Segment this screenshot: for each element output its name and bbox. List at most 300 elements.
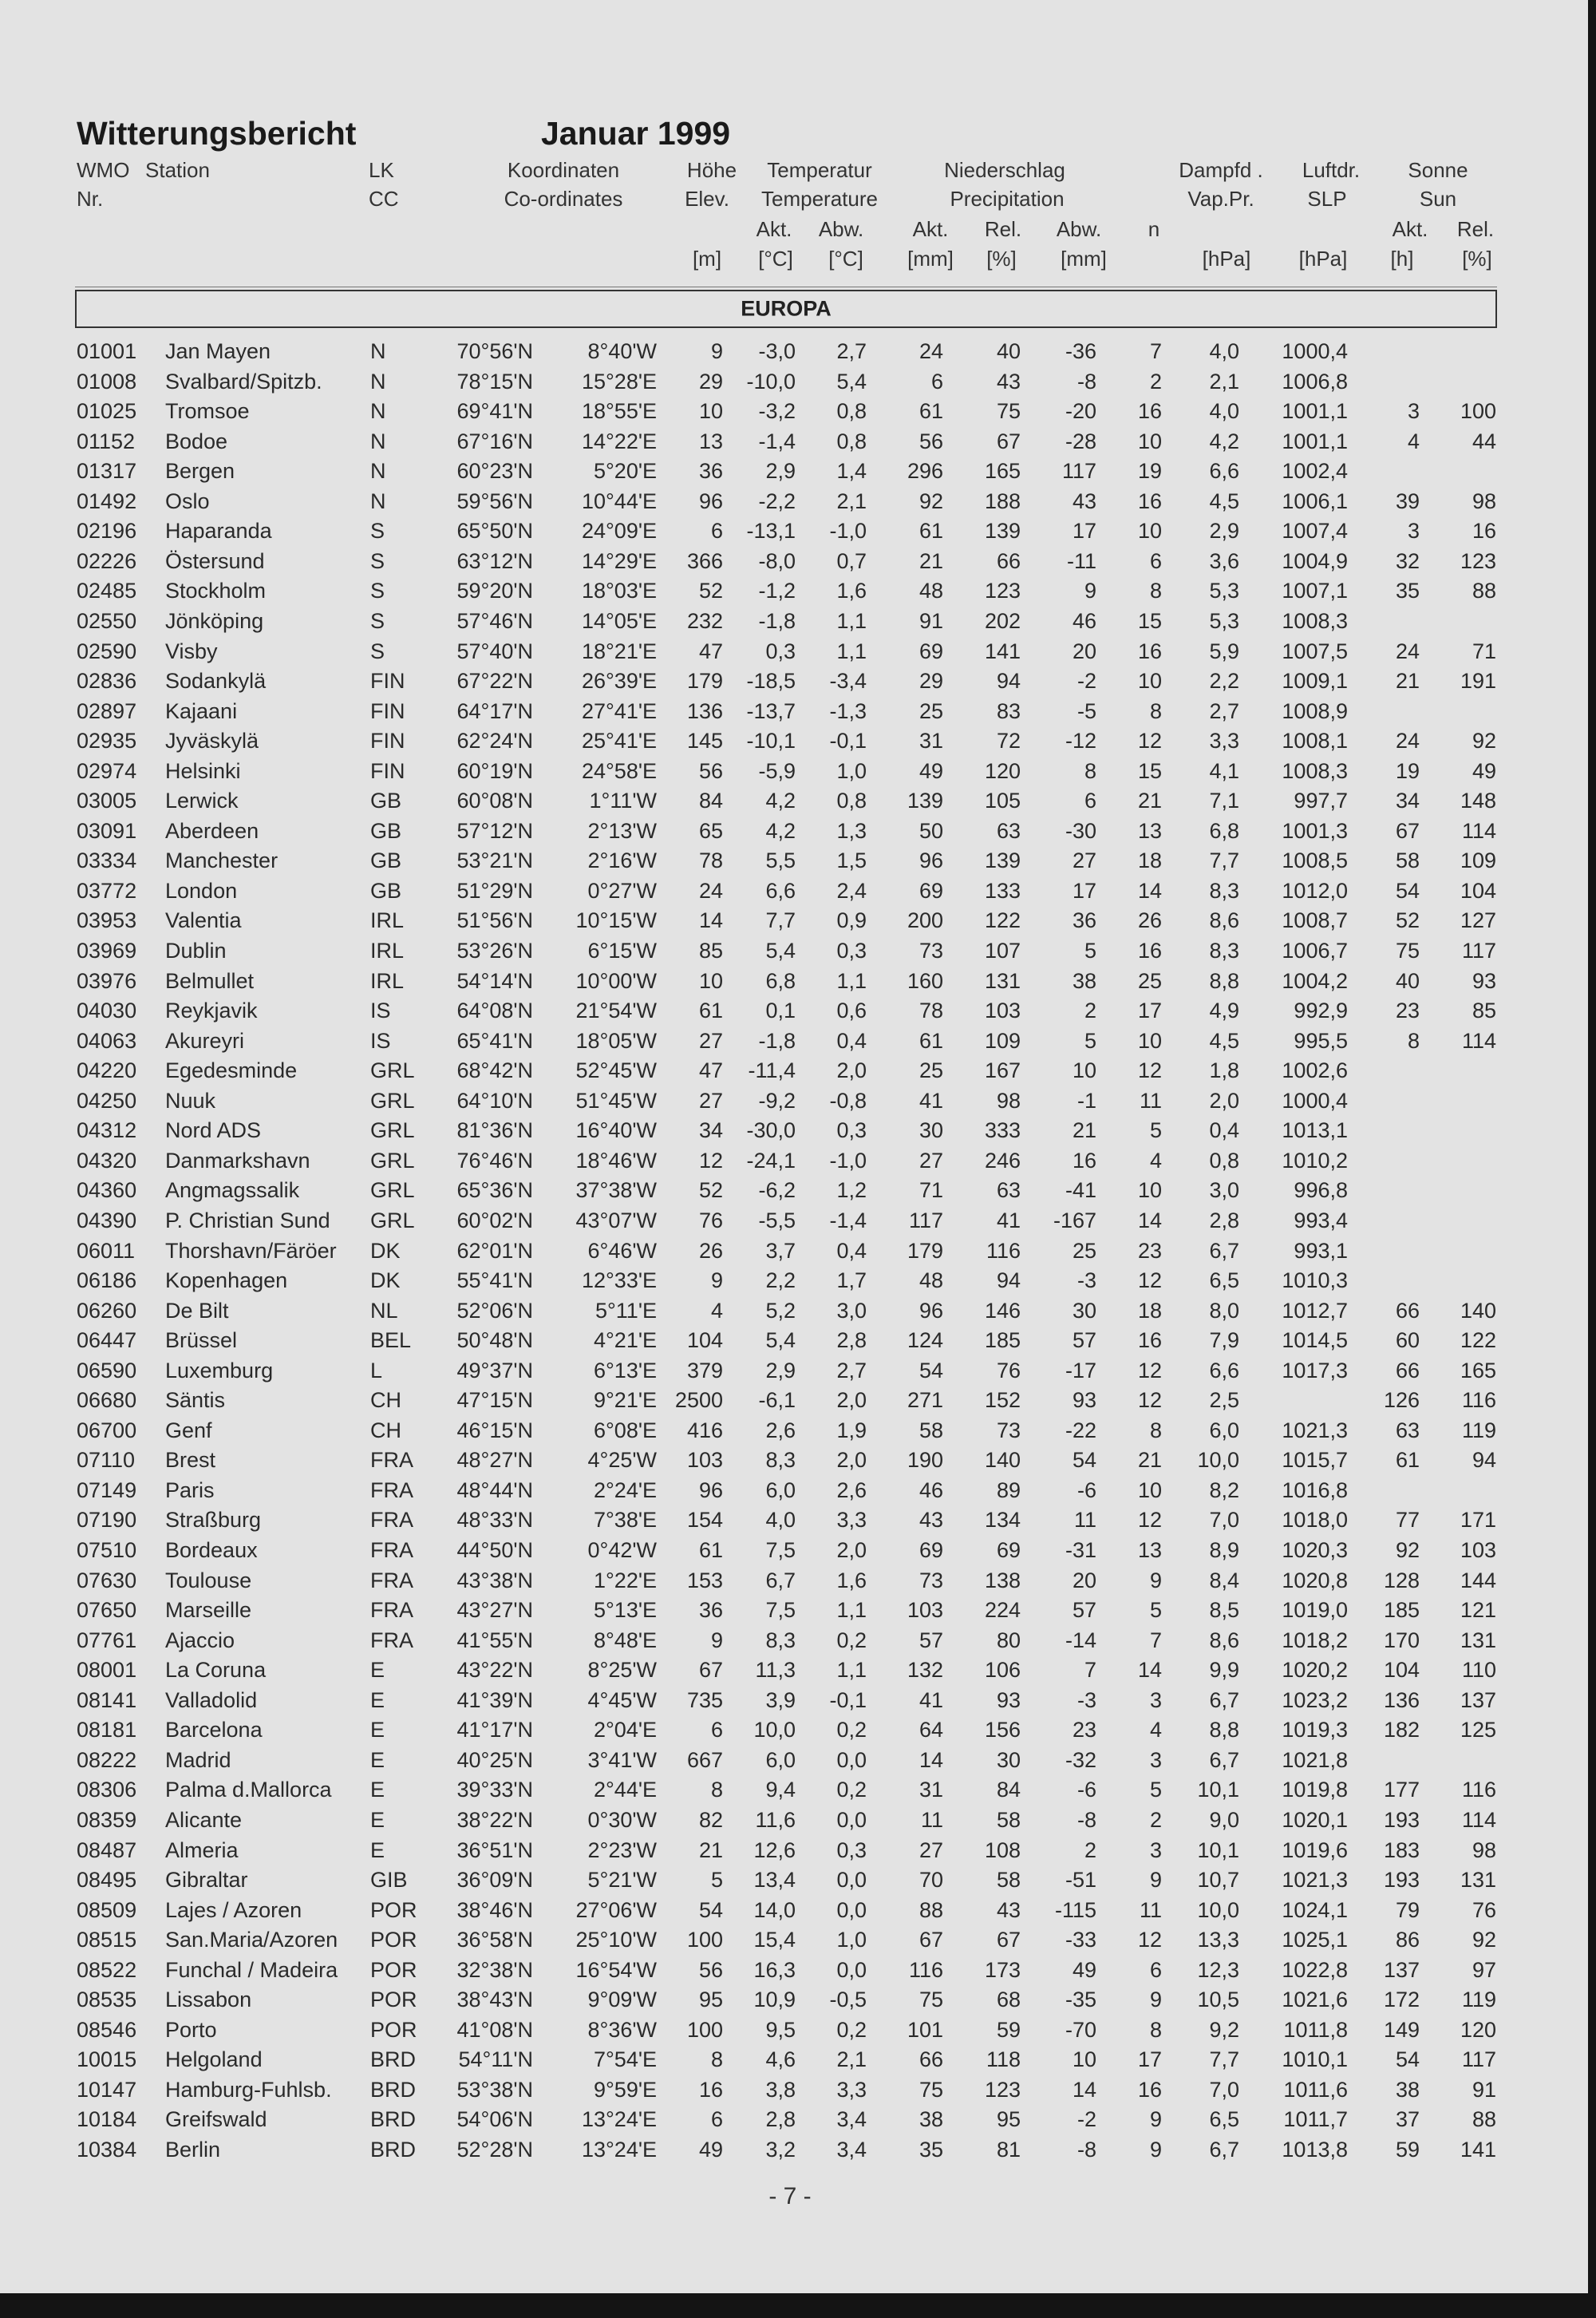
sea-level-pressure: 997,7 [1294, 789, 1348, 813]
header-co-ordinates: Co-ordinates [504, 187, 623, 211]
wmo-number: 08535 [77, 1988, 137, 2012]
table-row [0, 789, 1588, 817]
temp-abw: 0,0 [836, 1897, 867, 1922]
latitude: 38°43'N [456, 1988, 533, 2012]
elevation: 36 [698, 1598, 723, 1623]
station-name: Jyväskylä [165, 729, 259, 754]
elevation: 52 [698, 579, 723, 603]
wmo-number: 10184 [77, 2107, 137, 2132]
longitude: 1°22'E [593, 1568, 657, 1592]
prec-akt: 46 [918, 1477, 943, 1502]
sun-rel: 117 [1461, 939, 1496, 963]
sun-rel: 114 [1461, 818, 1496, 843]
wmo-number: 02196 [77, 519, 137, 544]
prec-akt: 96 [918, 1298, 943, 1323]
latitude: 52°28'N [456, 2138, 533, 2162]
longitude: 5°11'E [595, 1298, 657, 1323]
prec-days: 6 [1149, 1957, 1162, 1982]
prec-rel: 30 [996, 1747, 1021, 1772]
header-prec-abw: Abw. [1056, 217, 1102, 241]
station-name: Manchester [165, 848, 279, 873]
sun-rel: 131 [1460, 1868, 1496, 1893]
sea-level-pressure: 1010,3 [1282, 1268, 1348, 1293]
sea-level-pressure: 1020,2 [1282, 1658, 1348, 1683]
longitude: 18°55'E [581, 399, 657, 424]
prec-akt: 179 [907, 1238, 943, 1263]
station-name: De Bilt [165, 1298, 229, 1323]
prec-days: 7 [1149, 1628, 1162, 1652]
sun-rel: 116 [1461, 1388, 1496, 1413]
prec-akt: 11 [920, 1807, 943, 1832]
sea-level-pressure: 1008,3 [1282, 608, 1348, 633]
station-name: Lerwick [165, 789, 239, 813]
prec-abw: -6 [1077, 1477, 1096, 1502]
wmo-number: 01317 [77, 459, 137, 484]
elevation: 379 [686, 1358, 723, 1382]
temp-akt: 5,5 [765, 848, 796, 873]
vapour-pressure: 2,0 [1209, 1088, 1239, 1113]
latitude: 43°22'N [456, 1658, 533, 1683]
temp-abw: -1,0 [829, 1148, 867, 1173]
latitude: 41°55'N [456, 1628, 533, 1652]
temp-akt: 3,9 [765, 1687, 796, 1712]
latitude: 51°56'N [456, 908, 533, 933]
prec-abw: 93 [1072, 1388, 1096, 1413]
sun-rel: 114 [1461, 1028, 1496, 1053]
longitude: 0°30'W [587, 1807, 657, 1832]
sea-level-pressure: 1019,6 [1282, 1837, 1348, 1862]
temp-abw: 0,3 [836, 1837, 867, 1862]
header-wmo: WMO [77, 158, 130, 182]
temp-akt: 2,2 [765, 1268, 796, 1293]
header-sun-akt: Akt. [1392, 217, 1428, 241]
elevation: 13 [698, 429, 723, 453]
station-name: Tromsoe [165, 399, 250, 424]
temp-abw: 3,0 [836, 1298, 867, 1323]
temp-akt: -18,5 [746, 669, 796, 694]
latitude: 46°15'N [456, 1418, 533, 1442]
temp-akt: 3,2 [765, 2138, 796, 2162]
sea-level-pressure: 1008,7 [1282, 908, 1348, 933]
country-code: GB [370, 878, 402, 903]
sea-level-pressure: 1011,7 [1283, 2107, 1348, 2132]
sea-level-pressure: 1025,1 [1282, 1928, 1348, 1952]
temp-abw: 0,2 [836, 1718, 867, 1742]
sun-rel: 44 [1472, 429, 1496, 453]
prec-rel: 83 [996, 698, 1021, 723]
sea-level-pressure: 1006,1 [1282, 489, 1348, 513]
country-code: E [370, 1807, 385, 1832]
header-lk: LK [369, 158, 394, 182]
vapour-pressure: 9,0 [1209, 1807, 1239, 1832]
temp-akt: -6,1 [758, 1388, 796, 1413]
country-code: E [370, 1778, 385, 1802]
longitude: 26°39'E [581, 669, 657, 694]
temp-abw: 1,1 [836, 1658, 867, 1683]
prec-abw: 10 [1072, 2047, 1096, 2072]
elevation: 12 [698, 1148, 723, 1173]
sun-akt: 60 [1395, 1328, 1420, 1353]
prec-rel: 123 [984, 2077, 1021, 2102]
prec-akt: 69 [918, 1538, 943, 1562]
latitude: 64°10'N [456, 1088, 533, 1113]
table-row [0, 549, 1588, 578]
table-row [0, 1688, 1588, 1717]
sun-rel: 98 [1472, 489, 1496, 513]
country-code: CH [370, 1418, 401, 1442]
temp-abw: 3,3 [836, 1508, 867, 1533]
prec-rel: 68 [996, 1988, 1021, 2012]
prec-abw: -115 [1054, 1897, 1096, 1922]
latitude: 54°06'N [456, 2107, 533, 2132]
sea-level-pressure: 1019,0 [1282, 1598, 1348, 1623]
station-name: Genf [165, 1418, 212, 1442]
prec-rel: 95 [996, 2107, 1021, 2132]
table-row [0, 1778, 1588, 1806]
temp-abw: 2,0 [836, 1538, 867, 1562]
prec-akt: 31 [918, 729, 943, 754]
prec-rel: 123 [984, 579, 1021, 603]
prec-akt: 29 [918, 669, 943, 694]
prec-akt: 48 [918, 1268, 943, 1293]
sun-rel: 121 [1460, 1598, 1496, 1623]
temp-abw: 0,0 [836, 1747, 867, 1772]
station-name: Akureyri [165, 1028, 245, 1053]
prec-days: 10 [1137, 1028, 1162, 1053]
sun-rel: 141 [1460, 2138, 1496, 2162]
temp-akt: -1,8 [758, 1028, 796, 1053]
latitude: 48°44'N [456, 1477, 533, 1502]
sun-rel: 144 [1460, 1568, 1496, 1592]
prec-rel: 94 [996, 669, 1021, 694]
latitude: 64°17'N [456, 698, 533, 723]
prec-abw: 20 [1072, 639, 1096, 663]
country-code: POR [370, 1928, 417, 1952]
prec-rel: 146 [984, 1298, 1021, 1323]
vapour-pressure: 6,8 [1209, 818, 1239, 843]
latitude: 60°08'N [456, 789, 533, 813]
longitude: 25°41'E [581, 729, 657, 754]
vapour-pressure: 7,0 [1209, 1508, 1239, 1533]
table-row [0, 1149, 1588, 1177]
temp-akt: 14,0 [753, 1897, 796, 1922]
temp-abw: 1,3 [836, 818, 867, 843]
latitude: 53°26'N [456, 939, 533, 963]
sun-akt: 24 [1395, 639, 1420, 663]
latitude: 39°33'N [456, 1778, 533, 1802]
prec-days: 26 [1137, 908, 1162, 933]
sun-rel: 76 [1472, 1897, 1496, 1922]
elevation: 47 [698, 639, 723, 663]
elevation: 667 [686, 1747, 723, 1772]
temp-akt: 5,2 [765, 1298, 796, 1323]
prec-akt: 25 [918, 1058, 943, 1083]
wmo-number: 06680 [77, 1388, 137, 1413]
station-name: Kajaani [165, 698, 238, 723]
sun-rel: 191 [1460, 669, 1496, 694]
vapour-pressure: 1,8 [1209, 1058, 1239, 1083]
sun-akt: 182 [1383, 1718, 1420, 1742]
country-code: BRD [370, 2077, 417, 2102]
unit-mm-abw: [mm] [1061, 247, 1107, 271]
header-dampfdruck: Dampfd . [1179, 158, 1263, 182]
sea-level-pressure: 1001,1 [1282, 429, 1348, 453]
station-name: Danmarkshavn [165, 1148, 310, 1173]
longitude: 16°54'W [575, 1957, 657, 1982]
longitude: 6°08'E [593, 1418, 657, 1442]
prec-akt: 14 [918, 1747, 943, 1772]
temp-akt: 7,5 [765, 1598, 796, 1623]
temp-akt: 0,1 [765, 999, 796, 1023]
temp-akt: -3,0 [758, 339, 796, 363]
wmo-number: 07761 [77, 1628, 137, 1652]
prec-abw: 54 [1072, 1448, 1096, 1473]
sun-akt: 35 [1395, 579, 1420, 603]
elevation: 9 [710, 339, 723, 363]
country-code: DK [370, 1268, 401, 1293]
prec-rel: 106 [984, 1658, 1021, 1683]
vapour-pressure: 2,5 [1209, 1388, 1239, 1413]
sun-akt: 86 [1395, 1928, 1420, 1952]
sun-rel: 137 [1460, 1687, 1496, 1712]
prec-rel: 138 [984, 1568, 1021, 1592]
prec-days: 2 [1149, 1807, 1162, 1832]
wmo-number: 03976 [77, 968, 137, 993]
sun-akt: 8 [1407, 1028, 1420, 1053]
sun-akt: 75 [1395, 939, 1420, 963]
wmo-number: 04250 [77, 1088, 137, 1113]
prec-rel: 107 [984, 939, 1021, 963]
prec-days: 5 [1149, 1598, 1162, 1623]
temp-abw: 0,2 [836, 2017, 867, 2042]
country-code: S [370, 608, 385, 633]
prec-abw: -36 [1065, 339, 1096, 363]
latitude: 59°20'N [456, 579, 533, 603]
station-name: Toulouse [165, 1568, 252, 1592]
header-nr: Nr. [77, 187, 104, 211]
latitude: 41°17'N [456, 1718, 533, 1742]
station-name: Nuuk [165, 1088, 216, 1113]
prec-akt: 116 [908, 1957, 943, 1982]
prec-abw: 11 [1073, 1508, 1096, 1533]
station-name: Helsinki [165, 758, 241, 783]
prec-akt: 27 [918, 1837, 943, 1862]
country-code: IRL [370, 908, 405, 933]
latitude: 76°46'N [456, 1148, 533, 1173]
temp-akt: 6,8 [765, 968, 796, 993]
prec-days: 10 [1137, 429, 1162, 453]
sea-level-pressure: 1009,1 [1282, 669, 1348, 694]
prec-rel: 120 [984, 758, 1021, 783]
sun-rel: 49 [1472, 758, 1496, 783]
header-prec-rel: Rel. [984, 217, 1022, 241]
prec-akt: 92 [918, 489, 943, 513]
prec-abw: -32 [1065, 1747, 1096, 1772]
temp-akt: -5,5 [758, 1208, 796, 1232]
prec-akt: 31 [918, 1778, 943, 1802]
table-row [0, 848, 1588, 877]
wmo-number: 04360 [77, 1178, 137, 1203]
sun-akt: 126 [1383, 1388, 1420, 1413]
prec-abw: 10 [1072, 1058, 1096, 1083]
prec-rel: 63 [996, 1178, 1021, 1203]
prec-days: 18 [1137, 848, 1162, 873]
vapour-pressure: 3,3 [1209, 729, 1239, 754]
vapour-pressure: 8,6 [1209, 1628, 1239, 1652]
prec-rel: 81 [996, 2138, 1021, 2162]
temp-akt: 5,4 [765, 939, 796, 963]
longitude: 7°54'E [593, 2047, 657, 2072]
latitude: 36°58'N [456, 1928, 533, 1952]
sun-rel: 165 [1460, 1358, 1496, 1382]
prec-abw: -3 [1077, 1268, 1096, 1293]
longitude: 18°03'E [581, 579, 657, 603]
unit-m: [m] [692, 247, 722, 271]
prec-rel: 40 [996, 339, 1021, 363]
wmo-number: 07149 [77, 1477, 137, 1502]
elevation: 179 [686, 669, 723, 694]
station-name: Bergen [165, 459, 235, 484]
prec-days: 16 [1137, 1328, 1162, 1353]
prec-akt: 50 [918, 818, 943, 843]
temp-abw: -0,8 [829, 1088, 867, 1113]
sun-rel: 93 [1472, 968, 1496, 993]
sun-rel: 92 [1472, 729, 1496, 754]
vapour-pressure: 0,8 [1209, 1148, 1239, 1173]
sea-level-pressure: 1010,2 [1282, 1148, 1348, 1173]
vapour-pressure: 5,3 [1209, 608, 1239, 633]
elevation: 82 [698, 1807, 723, 1832]
prec-akt: 190 [907, 1448, 943, 1473]
elevation: 735 [686, 1687, 723, 1712]
sea-level-pressure: 1007,4 [1282, 519, 1348, 544]
sun-rel: 148 [1460, 789, 1496, 813]
prec-days: 9 [1149, 1568, 1162, 1592]
elevation: 104 [686, 1328, 723, 1353]
table-row [0, 1118, 1588, 1147]
longitude: 1°11'W [589, 789, 657, 813]
station-name: Almeria [165, 1837, 239, 1862]
prec-days: 12 [1137, 1058, 1162, 1083]
sun-akt: 170 [1383, 1628, 1420, 1652]
longitude: 5°20'E [593, 459, 657, 484]
vapour-pressure: 8,8 [1209, 968, 1239, 993]
temp-akt: 4,2 [765, 789, 796, 813]
sea-level-pressure: 995,5 [1294, 1028, 1348, 1053]
station-name: Stockholm [165, 579, 267, 603]
sun-akt: 67 [1395, 818, 1420, 843]
temp-abw: 2,8 [836, 1328, 867, 1353]
prec-rel: 76 [996, 1358, 1021, 1382]
temp-akt: 4,6 [765, 2047, 796, 2072]
prec-rel: 188 [984, 489, 1021, 513]
prec-days: 9 [1149, 2107, 1162, 2132]
elevation: 21 [698, 1837, 723, 1862]
elevation: 154 [686, 1508, 723, 1533]
station-name: Dublin [165, 939, 227, 963]
table-row [0, 1058, 1588, 1087]
temp-akt: 9,5 [765, 2017, 796, 2042]
wmo-number: 04390 [77, 1208, 137, 1232]
temp-akt: 3,7 [765, 1238, 796, 1263]
wmo-number: 01001 [77, 339, 137, 363]
longitude: 3°41'W [587, 1747, 657, 1772]
prec-days: 12 [1137, 1268, 1162, 1293]
elevation: 61 [698, 1538, 723, 1562]
prec-abw: 27 [1072, 848, 1096, 873]
vapour-pressure: 6,5 [1209, 2107, 1239, 2132]
temp-abw: 3,4 [836, 2138, 867, 2162]
prec-rel: 134 [984, 1508, 1021, 1533]
sea-level-pressure: 1013,1 [1282, 1118, 1348, 1143]
prec-akt: 41 [918, 1687, 943, 1712]
temp-abw: 0,4 [836, 1028, 867, 1053]
prec-abw: 14 [1072, 2077, 1096, 2102]
elevation: 29 [698, 369, 723, 394]
prec-days: 10 [1137, 1477, 1162, 1502]
country-code: GB [370, 818, 402, 843]
prec-days: 3 [1149, 1687, 1162, 1712]
sea-level-pressure: 992,9 [1294, 999, 1348, 1023]
latitude: 62°01'N [456, 1238, 533, 1263]
prec-days: 17 [1137, 2047, 1162, 2072]
prec-days: 13 [1137, 818, 1162, 843]
sea-level-pressure: 1024,1 [1282, 1897, 1348, 1922]
prec-rel: 72 [996, 729, 1021, 754]
station-name: Sodankylä [165, 669, 267, 694]
prec-rel: 131 [984, 968, 1021, 993]
vapour-pressure: 8,3 [1209, 878, 1239, 903]
elevation: 5 [710, 1868, 723, 1893]
country-code: N [370, 429, 386, 453]
country-code: CH [370, 1388, 401, 1413]
prec-days: 11 [1139, 1088, 1162, 1113]
sea-level-pressure: 1018,2 [1282, 1628, 1348, 1652]
sea-level-pressure: 1019,3 [1282, 1718, 1348, 1742]
temp-akt: 2,6 [765, 1418, 796, 1442]
temp-abw: 0,9 [836, 908, 867, 933]
sun-rel: 140 [1460, 1298, 1496, 1323]
wmo-number: 08546 [77, 2017, 137, 2042]
country-code: S [370, 579, 385, 603]
prec-akt: 64 [918, 1718, 943, 1742]
country-code: FIN [370, 758, 405, 783]
sun-akt: 40 [1395, 968, 1420, 993]
table-row [0, 609, 1588, 638]
prec-abw: 17 [1072, 519, 1096, 544]
prec-abw: 5 [1084, 939, 1096, 963]
wmo-number: 01492 [77, 489, 137, 513]
country-code: GRL [370, 1088, 415, 1113]
prec-rel: 116 [986, 1238, 1021, 1263]
latitude: 60°19'N [456, 758, 533, 783]
elevation: 96 [698, 1477, 723, 1502]
table-row [0, 1328, 1588, 1357]
latitude: 41°39'N [456, 1687, 533, 1712]
prec-rel: 94 [996, 1268, 1021, 1293]
sun-rel: 117 [1461, 2047, 1496, 2072]
prec-rel: 98 [996, 1088, 1021, 1113]
temp-abw: 0,2 [836, 1778, 867, 1802]
wmo-number: 08222 [77, 1747, 137, 1772]
unit-mm-akt: [mm] [907, 247, 954, 271]
sun-akt: 38 [1395, 2077, 1420, 2102]
prec-rel: 152 [984, 1388, 1021, 1413]
sun-rel: 116 [1461, 1778, 1496, 1802]
temp-abw: 1,4 [836, 459, 867, 484]
sea-level-pressure: 996,8 [1294, 1178, 1348, 1203]
prec-days: 17 [1137, 999, 1162, 1023]
